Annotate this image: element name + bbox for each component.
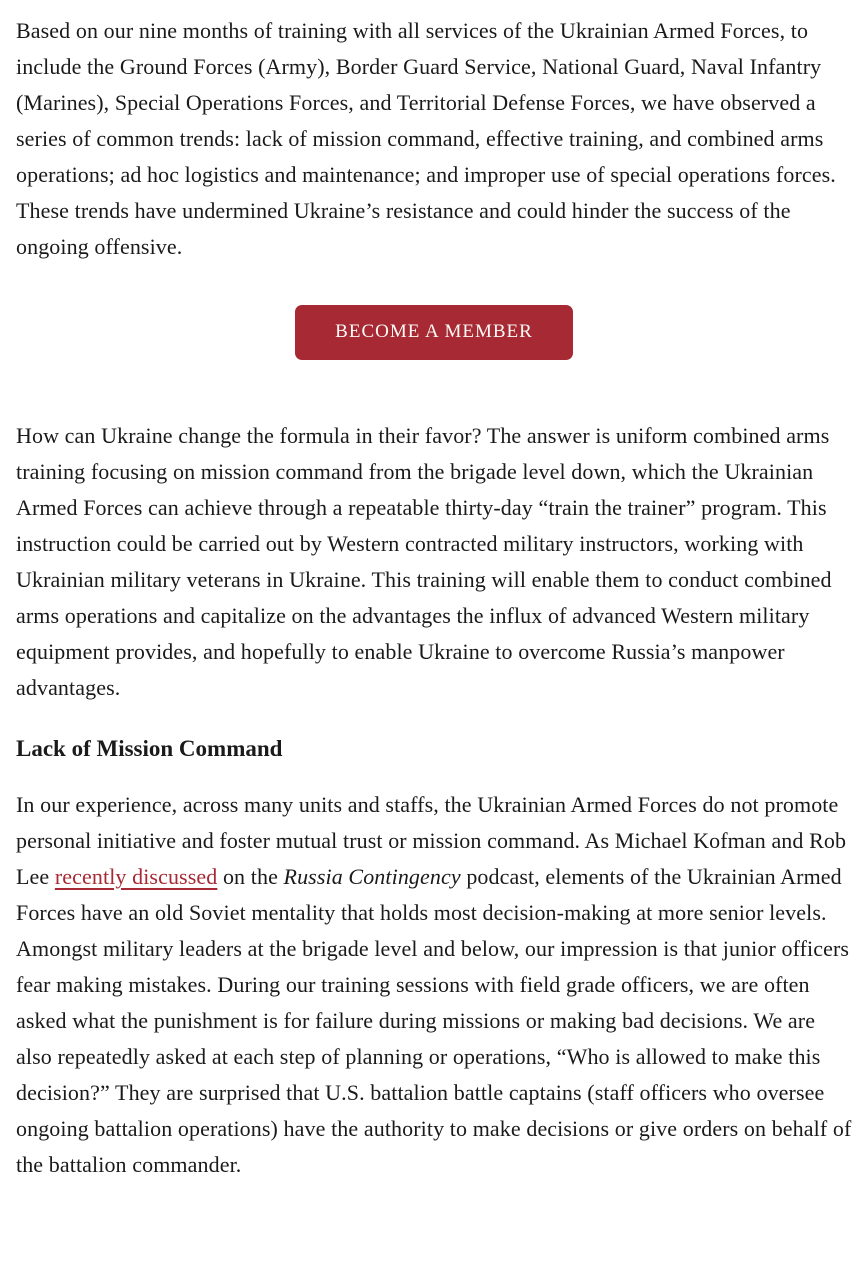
recently-discussed-link[interactable]: recently discussed	[54, 863, 218, 889]
section-heading-lack-of-mission-command: Lack of Mission Command	[16, 735, 283, 761]
paragraph-text-before-link: In our experience, across many units and staffs, the Ukrainian Armed Forces do not promote personal initiative and foster mutual trust or mission command. As Michael Kofman and Rob Lee	[16, 791, 847, 889]
paragraph-intro: Based on our nine months of training with all services of the Ukrainian Armed Forces, to include the Ground Forces (Army), Border Guard Service, National Guard, Naval Infantry (Marines), Special Operations Forces, and Territorial Defense Forces, we have observed a series of common trends: lack of mission command, effective training, and combined arms operations; ad hoc logistics and maintenance; and improper use of special operations forces. These trends have undermined Ukraine’s resistance and could hinder the success of the ongoing offensive.	[16, 18, 836, 259]
membership-cta-row	[16, 305, 852, 360]
paragraph-text-between: on the	[217, 863, 284, 889]
paragraph-text-after-italic: podcast, elements of the Ukrainian Armed Forces have an old Soviet mentality that holds most decision-making at more senior levels. Amongst military leaders at the brigade level and below, our impression is that junior officers fear making mistakes. During our training sessions with field grade officers, we are often asked what the punishment is for failure during missions or making bad decisions. We are also repeatedly asked at each step of planning or operations, “Who is allowed to make this decision?” They are surprised that U.S. battalion battle captains (staff officers who oversee ongoing battalion operations) have the authority to make decisions or give orders on behalf of the battalion commander.	[16, 863, 852, 1177]
paragraph-mission-command	[16, 787, 852, 1183]
russia-contingency-podcast-title: Russia Contingency	[283, 863, 461, 889]
article-content	[16, 13, 852, 1183]
become-a-member-button[interactable]: BECOME A MEMBER	[295, 305, 573, 360]
paragraph-solution: How can Ukraine change the formula in their favor? The answer is uniform combined arms training focusing on mission command from the brigade level down, which the Ukrainian Armed Forces can achieve through a repeatable thirty-day “train the trainer” program. This instruction could be carried out by Western contracted military instructors, working with Ukrainian military veterans in Ukraine. This training will enable them to conduct combined arms operations and capitalize on the advantages the influx of advanced Western military equipment provides, and hopefully to enable Ukraine to overcome Russia’s manpower advantages.	[16, 422, 832, 700]
